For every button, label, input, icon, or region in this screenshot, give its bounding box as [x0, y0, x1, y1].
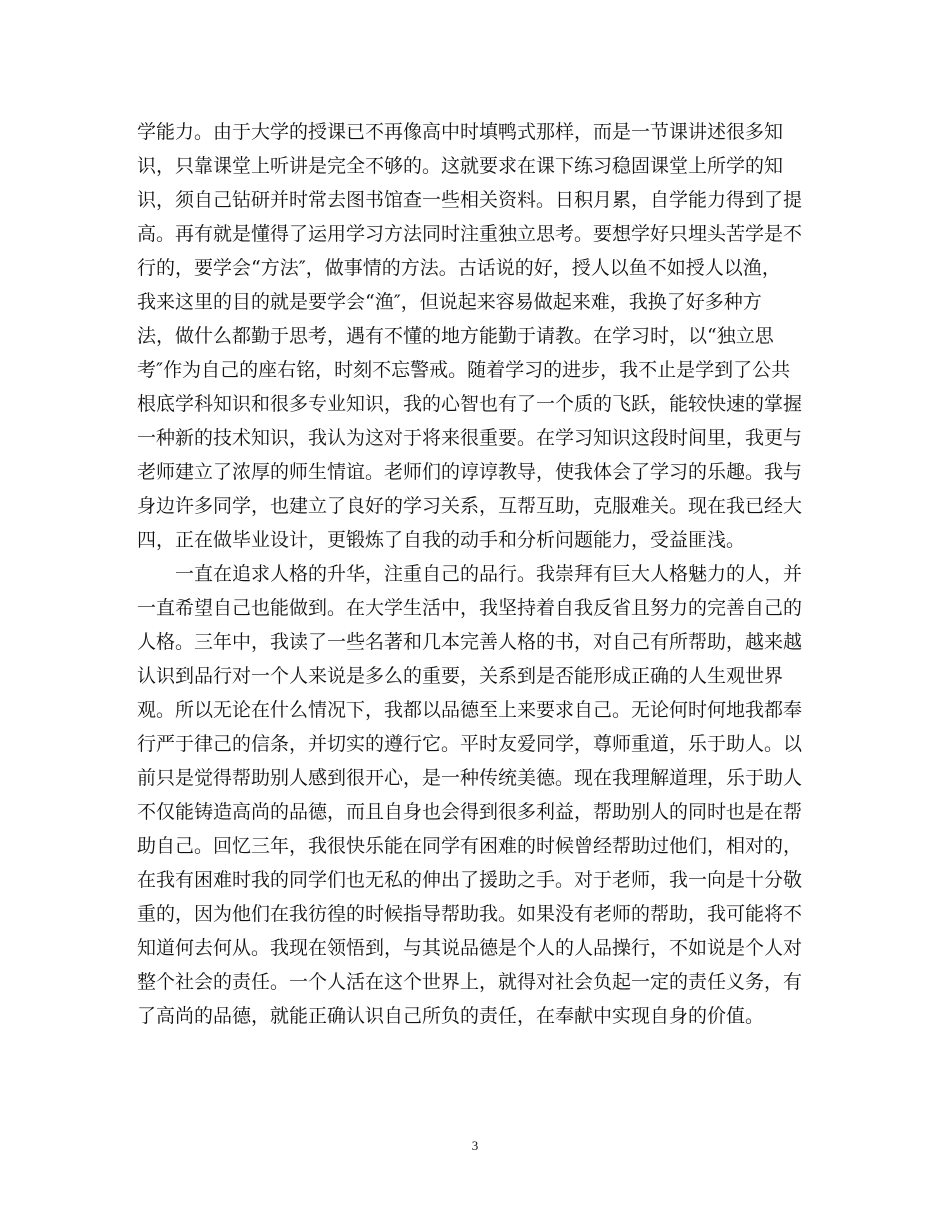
text-line: 不仅能铸造高尚的品德，而且自身也会得到很多利益，帮助别人的同时也是在帮: [137, 801, 803, 823]
text-line: 行的，要学会“方法″，做事情的方法。古话说的好，授人以鱼不如授人以渔，: [137, 257, 781, 279]
text-line: 我来这里的目的就是要学会“渔″，但说起来容易做起来难，我换了好多种方: [137, 291, 762, 313]
text-line: 前只是觉得帮助别人感到很开心，是一种传统美德。现在我理解道理，乐于助人: [137, 767, 803, 789]
text-line: 识，须自己钻研并时常去图书馆查一些相关资料。日积月累，自学能力得到了提: [137, 189, 803, 211]
text-line: 整个社会的责任。一个人活在这个世界上，就得对社会负起一定的责任义务，有: [137, 971, 803, 993]
text-line: 人格。三年中，我读了一些名著和几本完善人格的书，对自己有所帮助，越来越: [137, 631, 803, 653]
text-line: 老师建立了浓厚的师生情谊。老师们的谆谆教导，使我体会了学习的乐趣。我与: [137, 461, 803, 483]
text-line: 识，只靠课堂上听讲是完全不够的。这就要求在课下练习稳固课堂上所学的知: [137, 155, 784, 177]
text-line: 认识到品行对一个人来说是多么的重要，关系到是否能形成正确的人生观世界: [137, 665, 784, 687]
text-line: 知道何去何从。我现在领悟到，与其说品德是个人的人品操行，不如说是个人对: [137, 937, 803, 959]
text-line: 重的，因为他们在我彷徨的时候指导帮助我。如果没有老师的帮助，我可能将不: [137, 903, 803, 925]
text-line: 法，做什么都勤于思考，遇有不懂的地方能勤于请教。在学习时，以“独立思: [137, 325, 774, 347]
text-line: 四，正在做毕业设计，更锻炼了自我的动手和分析问题能力，受益匪浅。: [137, 529, 746, 551]
text-line: 在我有困难时我的同学们也无私的伸出了援助之手。对于老师，我一向是十分敬: [137, 869, 803, 891]
text-line: 学能力。由于大学的授课已不再像高中时填鸭式那样，而是一节课讲述很多知: [137, 121, 784, 143]
text-line: 高。再有就是懂得了运用学习方法同时注重独立思考。要想学好只埋头苦学是不: [137, 223, 803, 245]
text-line: 观。所以无论在什么情况下，我都以品德至上来要求自己。无论何时何地我都奉: [137, 699, 803, 721]
text-line: 助自己。回忆三年，我很快乐能在同学有困难的时候曾经帮助过他们，相对的，: [137, 835, 803, 857]
paragraph-start-line: 一直在追求人格的升华，注重自己的品行。我崇拜有巨大人格魅力的人，并: [137, 563, 803, 585]
text-line: 行严于律己的信条，并切实的遵行它。平时友爱同学，尊师重道，乐于助人。以: [137, 733, 803, 755]
text-line: 一种新的技术知识，我认为这对于将来很重要。在学习知识这段时间里，我更与: [137, 427, 803, 449]
page-number: 3: [471, 1138, 479, 1153]
text-line: 根底学科知识和很多专业知识，我的心智也有了一个质的飞跃，能较快速的掌握: [137, 393, 803, 415]
text-line: 身边许多同学，也建立了良好的学习关系，互帮互助，克服难关。现在我已经大: [137, 495, 803, 517]
text-line: 了高尚的品德，就能正确认识自己所负的责任，在奉献中实现自身的价值。: [137, 1005, 765, 1027]
text-line: 一直希望自己也能做到。在大学生活中，我坚持着自我反省且努力的完善自己的: [137, 597, 803, 619]
text-line: 考″作为自己的座右铭，时刻不忘警戒。随着学习的进步，我不止是学到了公共: [137, 359, 791, 381]
